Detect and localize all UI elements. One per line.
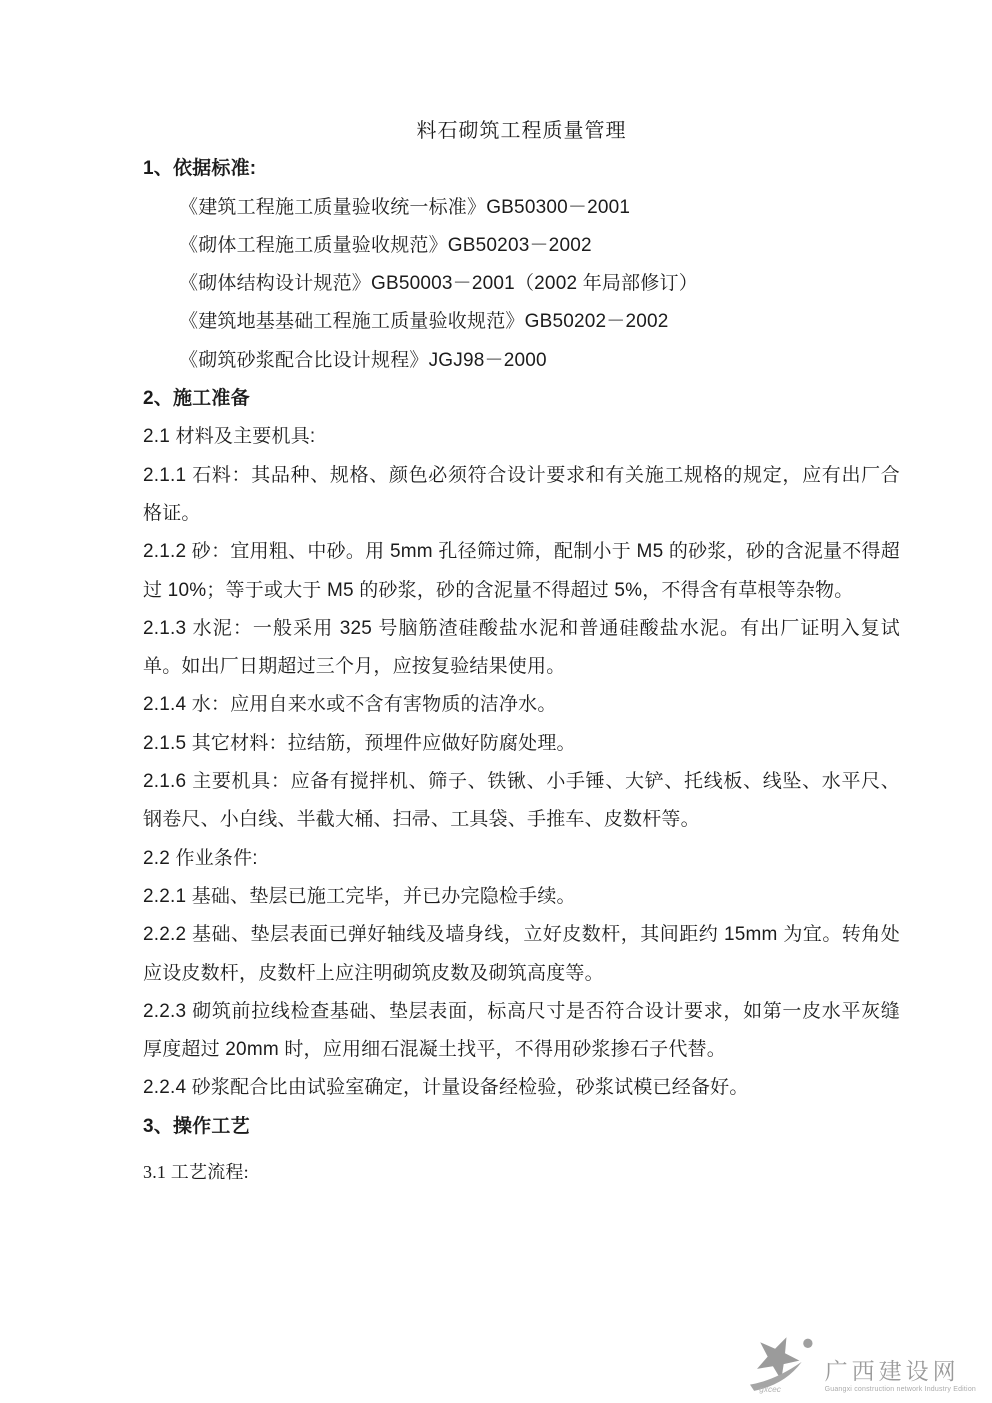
- paragraph-2-1-2: 2.1.2 砂：宜用粗、中砂。用 5mm 孔径筛过筛，配制小于 M5 的砂浆，砂的含泥量不得超过 10%；等于或大于 M5 的砂浆，砂的含泥量不得超过 5%，不得含有草根等杂物。: [143, 541, 900, 601]
- reference-standard-item: 《砌体工程施工质量验收规范》GB50203－2002: [179, 234, 592, 256]
- paragraph-2-2-2: 2.2.2 基础、垫层表面已弹好轴线及墙身线，立好皮数杆，其间距约 15mm 为宜。转角处应设皮数杆，皮数杆上应注明砌筑皮数及砌筑高度等。: [143, 924, 900, 984]
- paragraph-3-1: 3.1 工艺流程:: [143, 1162, 249, 1183]
- section-2-heading: 2、施工准备: [143, 388, 250, 410]
- paragraph-2-1-4: 2.1.4 水：应用自来水或不含有害物质的洁净水。: [143, 694, 557, 716]
- paragraph-2-1-1: 2.1.1 石料：其品种、规格、颜色必须符合设计要求和有关施工规格的规定，应有出厂合格证。: [143, 464, 900, 524]
- reference-standard-item: 《砌筑砂浆配合比设计规程》JGJ98－2000: [179, 349, 547, 371]
- reference-standard-item: 《建筑工程施工质量验收统一标准》GB50300－2001: [179, 196, 631, 218]
- paragraph-2-1-3: 2.1.3 水泥：一般采用 325 号脑筋渣硅酸盐水泥和普通硅酸盐水泥。有出厂证明入复试单。如出厂日期超过三个月，应按复验结果使用。: [143, 617, 900, 678]
- section-3-heading: 3、操作工艺: [143, 1115, 250, 1137]
- document-page: [143, 0, 900, 1191]
- reference-standard-item: 《建筑地基基础工程施工质量验收规范》GB50202－2002: [179, 311, 669, 333]
- section-1-heading: 1、依据标准:: [143, 158, 257, 180]
- paragraph-2-2-3: 2.2.3 砌筑前拉线检查基础、垫层表面，标高尺寸是否符合设计要求，如第一皮水平灰缝厚度超过 20mm 时，应用细石混凝土找平，不得用砂浆掺石子代替。: [143, 1000, 900, 1061]
- paragraph-2-1-5: 2.1.5 其它材料：拉结筋，预埋件应做好防腐处理。: [143, 732, 576, 754]
- paragraph-2-2-4: 2.2.4 砂浆配合比由试验室确定，计量设备经检验，砂浆试模已经备好。: [143, 1077, 749, 1099]
- watermark-text-block: [825, 1358, 976, 1395]
- star-swoosh-icon: [742, 1333, 820, 1395]
- watermark: [742, 1333, 976, 1395]
- document-title: 料石砌筑工程质量管理: [416, 120, 627, 142]
- paragraph-2-2-1: 2.2.1 基础、垫层已施工完毕，并已办完隐检手续。: [143, 885, 576, 907]
- paragraph-2-1: 2.1 材料及主要机具:: [143, 426, 316, 448]
- reference-standard-item: 《砌体结构设计规范》GB50003－2001（2002 年局部修订）: [179, 273, 698, 295]
- watermark-tagline: Guangxi construction network Industry Edition: [824, 1386, 976, 1393]
- paragraph-2-1-6: 2.1.6 主要机具：应备有搅拌机、筛子、铁锹、小手锤、大铲、托线板、线坠、水平尺、钢卷尺、小白线、半截大桶、扫帚、工具袋、手推车、皮数杆等。: [143, 771, 900, 831]
- paragraph-2-2: 2.2 作业条件:: [143, 847, 258, 869]
- watermark-logo-small-text: gxcec: [758, 1384, 781, 1394]
- watermark-site-name: 广西建设网: [824, 1358, 960, 1384]
